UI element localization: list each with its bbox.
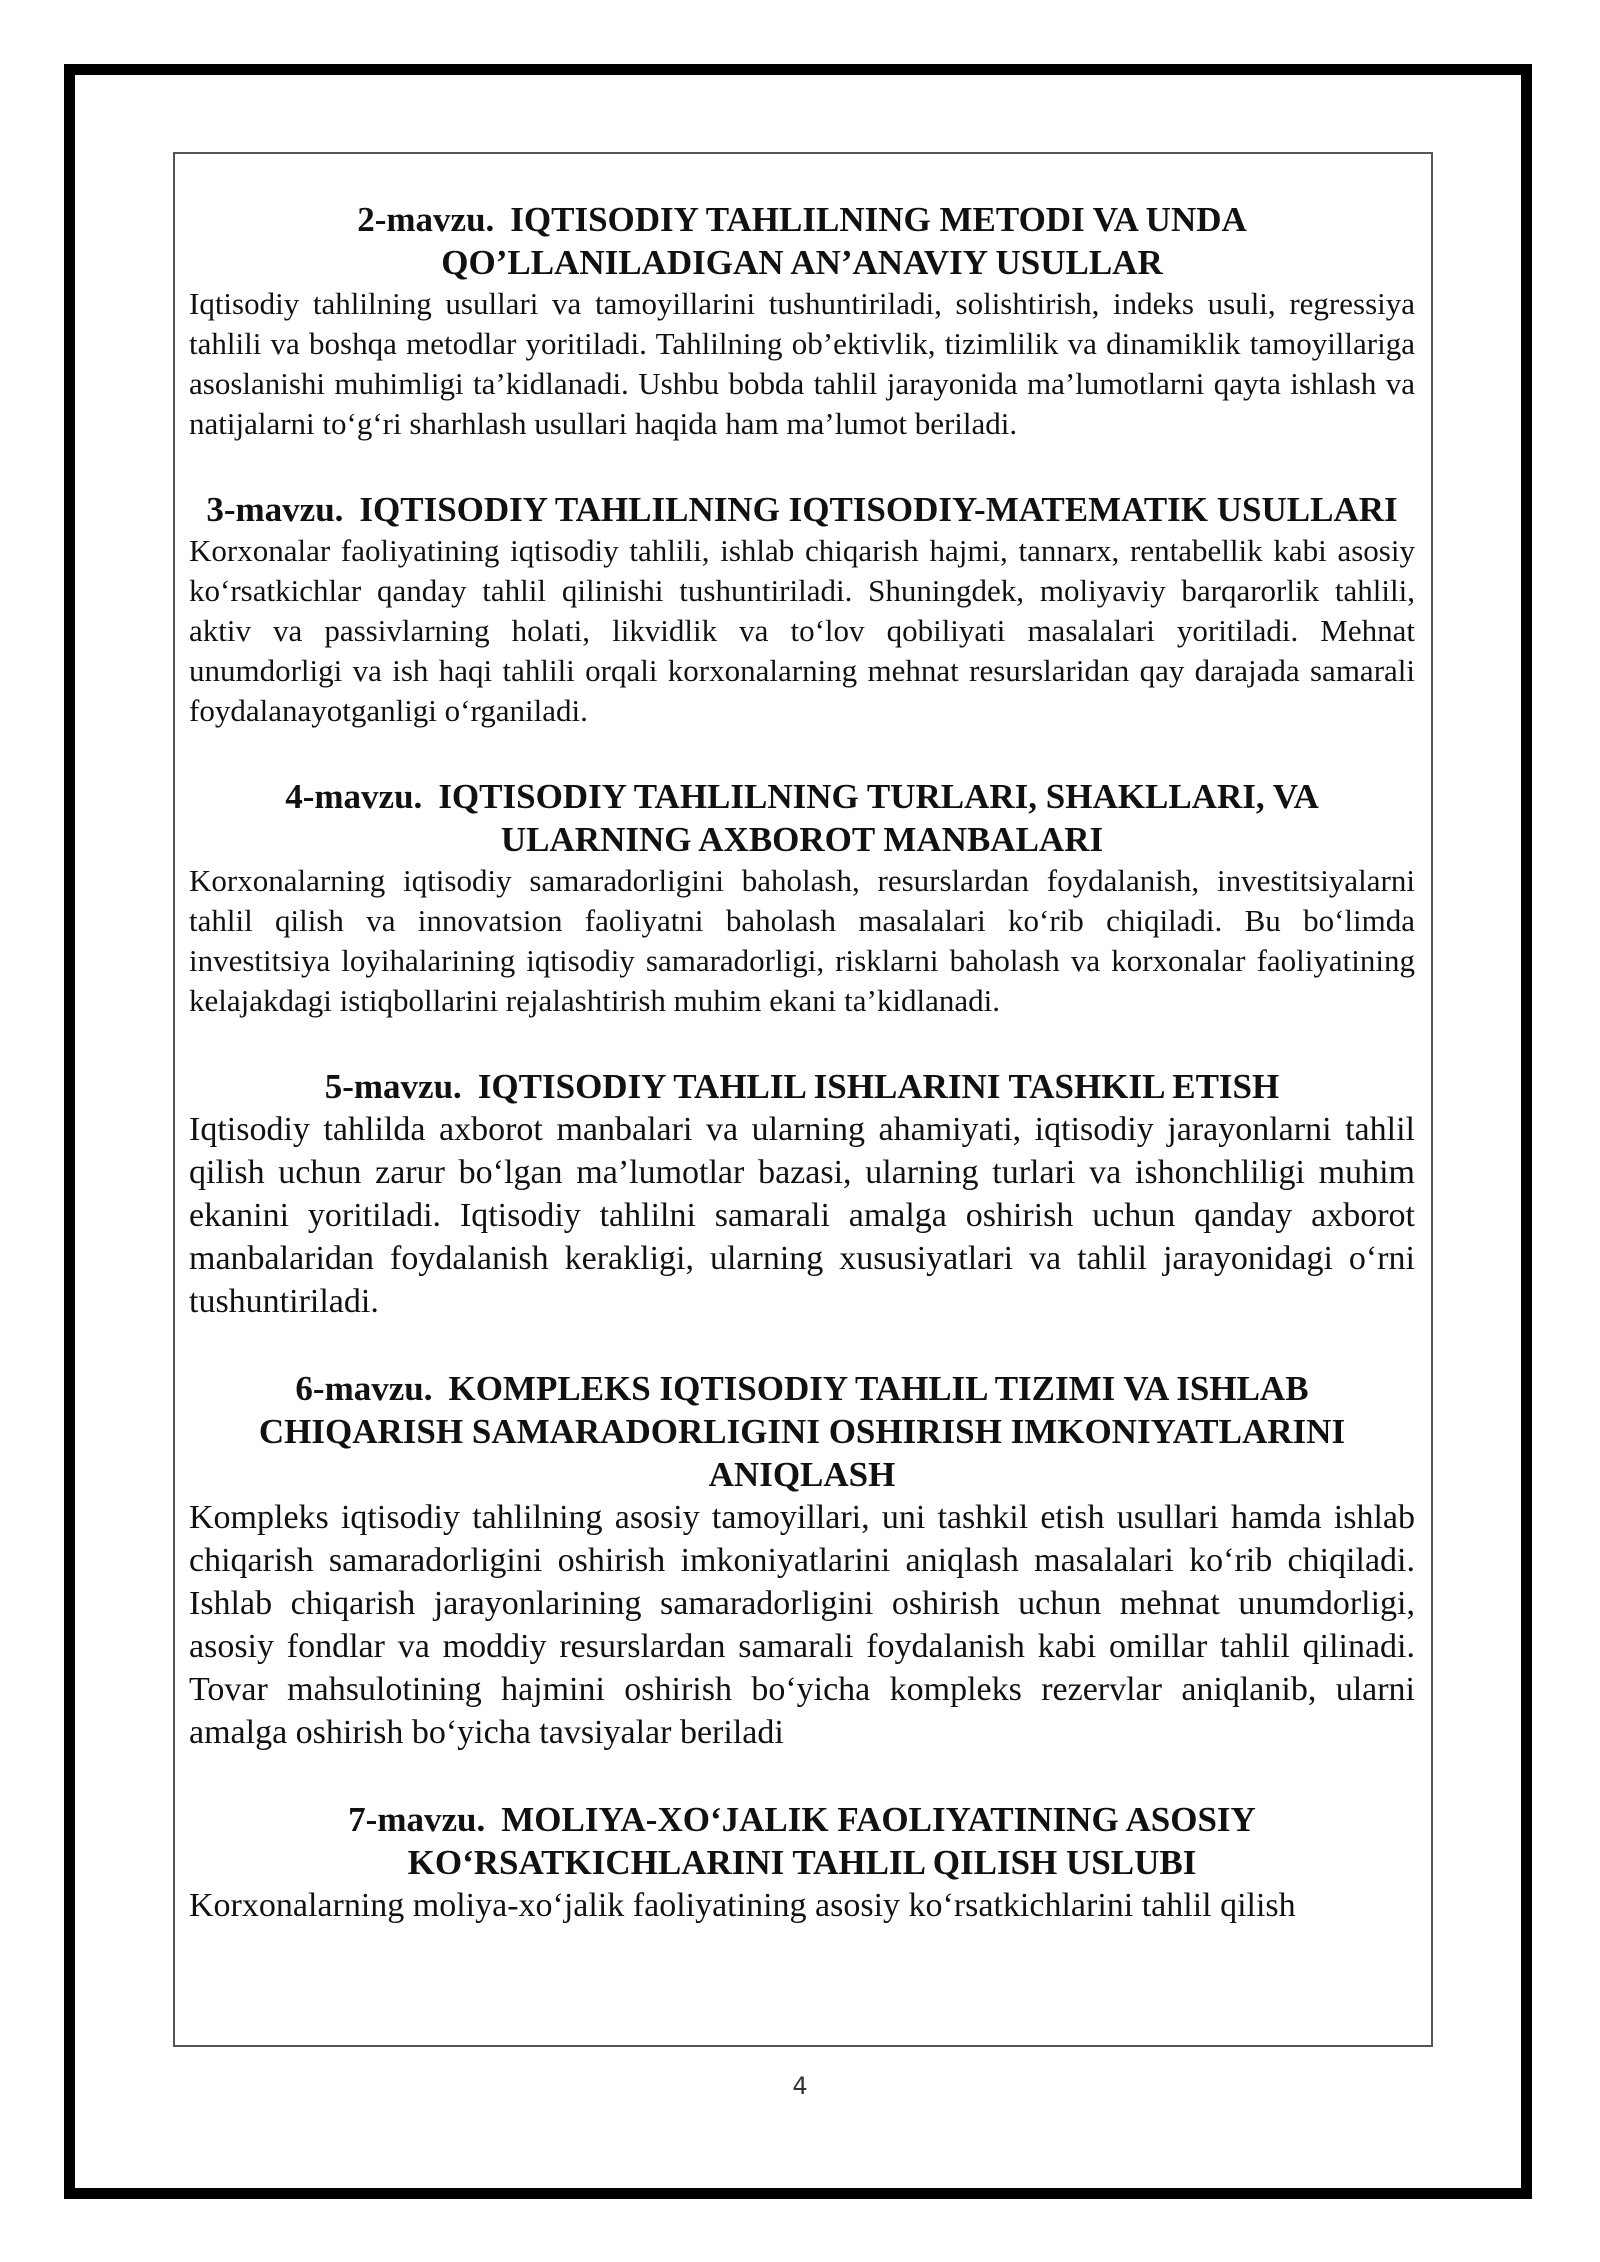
topic-title [189, 198, 1415, 284]
topic-title [189, 1798, 1415, 1884]
topic-body: Korxonalarning iqtisodiy samaradorligini baholash, resurslardan foydalanish, investitsiyalarni tahlil qilish va innovatsion faoliyatni baholash masalalari ko‘rib chiqiladi. Bu bo‘limda investitsiya loyihalarining iqtisodiy samaradorligi, risklarni baholash va korxonalar faoliyatining kelajakdagi istiqbollarini rejalashtirish muhim ekani ta’kidlanadi. [189, 863, 1415, 1018]
page-number: 4 [792, 2072, 808, 2100]
topic-heading: KOMPLEKS IQTISODIY TAHLIL TIZIMI VA ISHLAB CHIQARISH SAMARADORLIGINI OSHIRISH IMKONIYATLARINI ANIQLASH [258, 1369, 1346, 1494]
topic-4 [189, 775, 1415, 1021]
topic-6 [189, 1367, 1415, 1754]
topic-number: 4-mavzu. [285, 777, 423, 816]
topic-number: 7-mavzu. [348, 1800, 486, 1839]
topic-heading: IQTISODIY TAHLILNING TURLARI, SHAKLLARI, VA ULARNING AXBOROT MANBALARI [438, 777, 1319, 859]
topic-heading: IQTISODIY TAHLIL ISHLARINI TASHKIL ETISH [477, 1067, 1280, 1106]
topic-title [189, 775, 1415, 861]
topic-3 [189, 488, 1415, 731]
topic-title [189, 1367, 1415, 1496]
topic-heading: MOLIYA-XO‘JALIK FAOLIYATINING ASOSIY KO‘RSATKICHLARINI TAHLIL QILISH USLUBI [407, 1800, 1256, 1882]
topic-5 [189, 1065, 1415, 1323]
topic-body: Iqtisodiy tahlilning usullari va tamoyillarini tushuntiriladi, solishtirish, indeks usuli, regressiya tahlili va boshqa metodlar yoritiladi. Tahlilning ob’ektivlik, tizimlilik va dinamiklik tamoyillariga asoslanishi muhimligi ta’kidlanadi. Ushbu bobda tahlil jarayonida ma’lumotlarni qayta ishlash va natijalarni to‘g‘ri sharhlash usullari haqida ham ma’lumot beriladi. [189, 286, 1415, 441]
content-box [173, 152, 1433, 2047]
topic-body: Kompleks iqtisodiy tahlilning asosiy tamoyillari, uni tashkil etish usullari hamda ishlab chiqarish samaradorligini oshirish imkoniyatlarini aniqlash masalalari ko‘rib chiqiladi. Ishlab chiqarish jarayonlarining samaradorligini oshirish uchun mehnat unumdorligi, asosiy fondlar va moddiy resurslardan samarali foydalanish kabi omillar tahlil qilinadi. Tovar mahsulotining hajmini oshirish bo‘yicha kompleks rezervlar aniqlanib, ularni amalga oshirish bo‘yicha tavsiyalar beriladi [189, 1499, 1415, 1751]
topic-body: Iqtisodiy tahlilda axborot manbalari va ularning ahamiyati, iqtisodiy jarayonlarni tahlil qilish uchun zarur bo‘lgan ma’lumotlar bazasi, ularning turlari va ishonchliligi muhim ekanini yoritiladi. Iqtisodiy tahlilni samarali amalga oshirish uchun qanday axborot manbalaridan foydalanish kerakligi, ularning xususiyatlari va tahlil jarayonidagi o‘rni tushuntiriladi. [189, 1111, 1415, 1320]
topic-heading: IQTISODIY TAHLILNING IQTISODIY-MATEMATIK USULLARI [359, 490, 1398, 529]
topic-number: 5-mavzu. [324, 1067, 462, 1106]
topic-body: Korxonalar faoliyatining iqtisodiy tahlili, ishlab chiqarish hajmi, tannarx, rentabellik kabi asosiy ko‘rsatkichlar qanday tahlil qilinishi tushuntiriladi. Shuningdek, moliyaviy barqarorlik tahlili, aktiv va passivlarning holati, likvidlik va to‘lov qobiliyati masalalari yoritiladi. Mehnat unumdorligi va ish haqi tahlili orqali korxonalarning mehnat resurslaridan qay darajada samarali foydalanayotganligi o‘rganiladi. [189, 533, 1415, 728]
topic-title [189, 1065, 1415, 1108]
topic-heading: IQTISODIY TAHLILNING METODI VA UNDA QO’LLANILADIGAN AN’ANAVIY USULLAR [441, 200, 1247, 282]
topic-number: 2-mavzu. [357, 200, 495, 239]
topic-7 [189, 1798, 1415, 1927]
topic-number: 3-mavzu. [206, 490, 344, 529]
topic-body: Korxonalarning moliya-xo‘jalik faoliyatining asosiy ko‘rsatkichlarini tahlil qilish [189, 1887, 1296, 1924]
topic-2 [189, 198, 1415, 444]
topic-number: 6-mavzu. [295, 1369, 433, 1408]
topic-title [189, 488, 1415, 531]
